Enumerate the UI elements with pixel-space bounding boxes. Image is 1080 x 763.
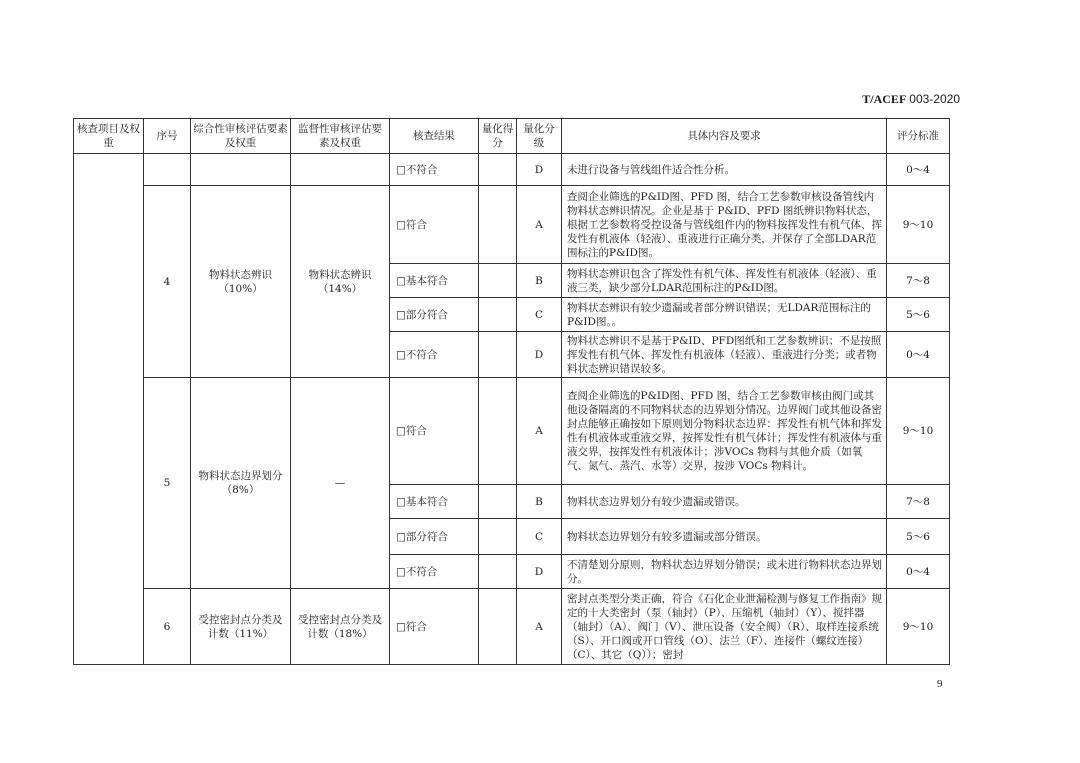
grade-cell: D <box>517 332 562 378</box>
grade-cell: B <box>517 264 562 298</box>
col-header: 量化分级 <box>517 119 562 154</box>
seq-cell <box>144 154 191 186</box>
seq-cell: 6 <box>144 589 191 665</box>
table-row <box>74 154 950 186</box>
content-cell: 不清楚划分原则，物料状态边界划分错误；或未进行物料状态边界划分。 <box>562 555 887 589</box>
score-cell: 5～6 <box>887 298 950 332</box>
comp-cell: 物料状态辨识（10%） <box>191 186 291 378</box>
score-cell: 0～4 <box>887 555 950 589</box>
col-header: 序号 <box>144 119 191 154</box>
result-cell: □部分符合 <box>390 519 479 555</box>
quant-score-cell <box>479 555 517 589</box>
sup-cell: — <box>291 378 390 589</box>
result-cell: □不符合 <box>390 555 479 589</box>
content-cell: 物料状态辨识有较少遗漏或者部分辨识错误；无LDAR范围标注的P&ID图。。 <box>562 298 887 332</box>
comp-cell <box>191 154 291 186</box>
score-cell: 0～4 <box>887 332 950 378</box>
seq-cell: 5 <box>144 378 191 589</box>
col-header: 量化得分 <box>479 119 517 154</box>
seq-cell: 4 <box>144 186 191 378</box>
result-cell: □符合 <box>390 589 479 665</box>
quant-score-cell <box>479 264 517 298</box>
quant-score-cell <box>479 154 517 186</box>
score-cell: 7～8 <box>887 485 950 519</box>
grade-cell: A <box>517 186 562 264</box>
content-cell: 物料状态边界划分有较多遗漏或部分错误。 <box>562 519 887 555</box>
result-cell: □不符合 <box>390 332 479 378</box>
table-row <box>74 589 950 665</box>
result-cell: □基本符合 <box>390 264 479 298</box>
col-header: 核查项目及权重 <box>74 119 144 154</box>
quant-score-cell <box>479 378 517 485</box>
content-cell: 物料状态辨识不是基于P&ID、PFD图纸和工艺参数辨识；不是按照挥发性有机气体、挥发性有机液体（轻液）、重液进行分类；或者物料状态辨识错误较多。 <box>562 332 887 378</box>
score-cell: 0～4 <box>887 154 950 186</box>
content-cell: 物料状态辨识包含了挥发性有机气体、挥发性有机液体（轻液）、重液三类，缺少部分LDAR范围标注的P&ID图。 <box>562 264 887 298</box>
table-header-row <box>74 119 950 154</box>
result-cell: □部分符合 <box>390 298 479 332</box>
evaluation-table <box>73 118 950 665</box>
col-header: 核查结果 <box>390 119 479 154</box>
sup-cell <box>291 154 390 186</box>
grade-cell: C <box>517 519 562 555</box>
col-header: 评分标准 <box>887 119 950 154</box>
quant-score-cell <box>479 519 517 555</box>
grade-cell: D <box>517 154 562 186</box>
content-cell: 未进行设备与管线组件适合性分析。 <box>562 154 887 186</box>
quant-score-cell <box>479 186 517 264</box>
document-code: T/ACEF 003-2020 <box>862 92 960 106</box>
content-cell: 查阅企业筛选的P&ID图、PFD 图，结合工艺参数审核由阀门或其他设备隔离的不同物料状态的边界划分情况。边界阀门或其他设备密封点能够正确按如下原则划分物料状态边界：挥发性有机气体和挥发性有机液体或重液交界，按挥发性有机气体计；挥发性有机液体与重液交界，按挥发性有机液体计；涉VOCs 物料与其他介质（如氧气、氮气、蒸汽、水等）交界，按涉 VOCs 物料计。 <box>562 378 887 485</box>
score-cell: 5～6 <box>887 519 950 555</box>
page-number: 9 <box>937 678 943 690</box>
comp-cell: 物料状态边界划分（8%） <box>191 378 291 589</box>
result-cell: □不符合 <box>390 154 479 186</box>
result-cell: □符合 <box>390 378 479 485</box>
comp-cell: 受控密封点分类及计数（11%） <box>191 589 291 665</box>
content-cell: 查阅企业筛选的P&ID图、PFD 图，结合工艺参数审核设备管线内物料状态辨识情况。企业是基于 P&ID、PFD 图纸辨识物料状态，根据工艺参数将受控设备与管线组件内的物料按挥发性有机气体、挥发性有机液体（轻液）、重液进行正确分类，并保存了全部LDAR范围标注的P&ID图。 <box>562 186 887 264</box>
result-cell: □符合 <box>390 186 479 264</box>
col-header: 监督性审核评估要素及权重 <box>291 119 390 154</box>
col-header: 具体内容及要求 <box>562 119 887 154</box>
score-cell: 9～10 <box>887 589 950 665</box>
grade-cell: A <box>517 589 562 665</box>
table-row <box>74 378 950 485</box>
score-cell: 9～10 <box>887 378 950 485</box>
grade-cell: B <box>517 485 562 519</box>
quant-score-cell <box>479 485 517 519</box>
result-cell: □基本符合 <box>390 485 479 519</box>
category-cell <box>74 154 144 665</box>
quant-score-cell <box>479 332 517 378</box>
grade-cell: D <box>517 555 562 589</box>
grade-cell: C <box>517 298 562 332</box>
sup-cell: 物料状态辨识（14%） <box>291 186 390 378</box>
score-cell: 9～10 <box>887 186 950 264</box>
table-row <box>74 186 950 264</box>
score-cell: 7～8 <box>887 264 950 298</box>
content-cell: 密封点类型分类正确，符合《石化企业泄漏检测与修复工作指南》规定的十大类密封（泵（轴封）（P）、压缩机（轴封）（Y）、搅拌器（轴封）（A）、阀门（V）、泄压设备（安全阀）（R）、取样连接系统（S）、开口阀或开口管线（O）、法兰（F）、连接件（螺纹连接）（C）、其它（Q））；密封 <box>562 589 887 665</box>
col-header: 综合性审核评估要素及权重 <box>191 119 291 154</box>
content-cell: 物料状态边界划分有较少遗漏或错误。 <box>562 485 887 519</box>
grade-cell: A <box>517 378 562 485</box>
quant-score-cell <box>479 298 517 332</box>
sup-cell: 受控密封点分类及计数（18%） <box>291 589 390 665</box>
quant-score-cell <box>479 589 517 665</box>
